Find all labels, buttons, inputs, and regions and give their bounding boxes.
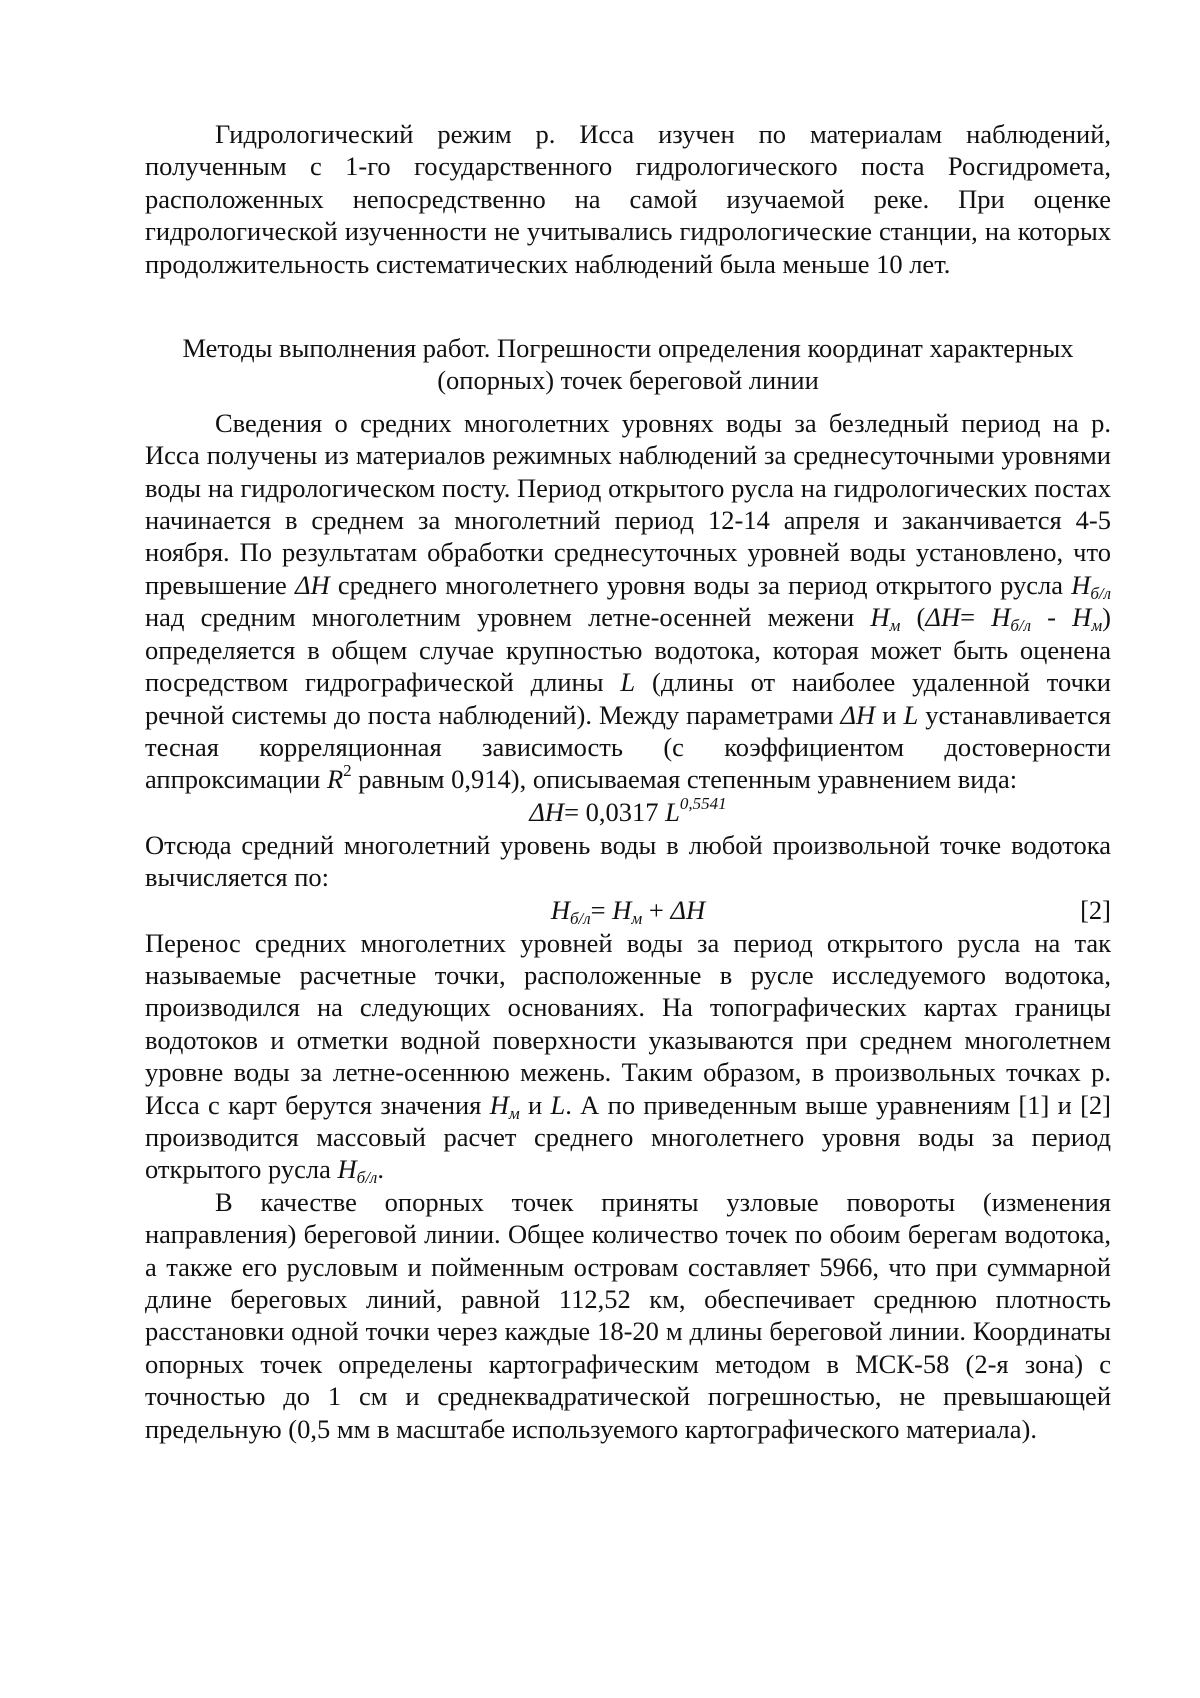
section-heading (145, 332, 1111, 397)
text-run: устанавливается тесная корреляционная зависимость (с коэффициентом достоверности аппроксимации (145, 699, 1111, 795)
subscript-bl: б/л (1010, 616, 1032, 636)
symbol-h: H (1072, 602, 1092, 633)
formula-coefficient: = 0,0317 (564, 796, 666, 827)
text-run: . А по приведенным выше уравнениям [1] и [2] производится массовый расчет среднего многолетнего уровня воды за период открытого русла (145, 1089, 1112, 1185)
text-run: (длины от наиболее удаленной точки речной системы до поста наблюдений). Между параметрами (145, 667, 1111, 730)
text-run: . (377, 1154, 384, 1185)
text-run: Сведения о средних многолетних уровнях воды за безледный период на р. Исса получены из материалов режимных наблюдений за среднесуточными уровнями воды на гидрологическом посту. Период открытого русла на гидрологических постах начинается в среднем за многолетний период 12-14 апреля и заканчивается 4-5 ноября. По результатам обработки среднесуточных уровней воды установлено, что превышение (145, 407, 1111, 600)
formula-power-equation (145, 793, 1111, 829)
equation-number: [2] (1080, 894, 1111, 925)
symbol-h: H (870, 602, 890, 633)
subscript-bl: б/л (1090, 583, 1112, 603)
section-heading-line1: Методы выполнения работ. Погрешности определения координат характерных (182, 333, 1074, 364)
paragraph-hydrology-intro: Гидрологический режим р. Исса изучен по материалам наблюдений, полученным с 1-го государственного гидрологического поста Росгидромета, расположенных непосредственно на самой изучаемой реке. При оценке гидрологической изученности не учитывались гидрологические станции, на которых продолжительность систематических наблюдений была меньше 10 лет. (145, 119, 1111, 279)
text-run: равным 0,914), описываемая степенным уравнением вида: (351, 764, 1018, 795)
text-run: над средним многолетним уровнем летне-осенней межени (145, 602, 871, 633)
subscript-m: м (508, 1103, 520, 1123)
paragraph-reference-points: В качестве опорных точек приняты узловые повороты (изменения направления) береговой линии. Общее количество точек по обоим берегам водотока, а также его русловым и пойменным островам составляет 5966, что при суммарной длине береговых линий, равной 112,52 км, обеспечивает среднюю плотность расстановки одной точки через каждые 18-20 м длины береговой линии. Координаты опорных точек определены картографическим методом в МСК-58 (2-я зона) с точностью до 1 см и среднеквадратической погрешностью, не превышающей предельную (0,5 мм в масштабе используемого картографического материала). (145, 1186, 1111, 1444)
formula-plus: + (642, 894, 671, 925)
symbol-h: H (337, 1154, 357, 1185)
subscript-bl: б/л (356, 1168, 378, 1188)
paragraph-transfer (145, 927, 1111, 1186)
text-run: - (1031, 602, 1073, 633)
section-heading-line2: (опорных) точек береговой линии (437, 365, 819, 396)
text-run: ( (900, 602, 926, 633)
subscript-m: м (889, 616, 901, 636)
formula-h: H (612, 894, 632, 925)
formula-h: H (550, 894, 570, 925)
symbol-l: L (620, 667, 636, 698)
symbol-h: H (991, 602, 1011, 633)
text-run: Перенос средних многолетних уровней воды за период открытого русла на так называемые расчетные точки, расположенные в русле исследуемого водотока, производился на следующих основаниях. На топографических картах границы водотоков и отметки водной поверхности указываются при среднем многолетнем уровне воды за летне-осеннюю межень. Таким образом, в произвольных точках р. Исса с карт берутся значения (145, 927, 1111, 1120)
subscript-m: м (631, 908, 643, 928)
subscript-bl: б/л (569, 908, 591, 928)
paragraph-hence: Отсюда средний многолетний уровень воды в любой произвольной точке водотока вычисляется по: (145, 829, 1111, 893)
text-run: = (960, 602, 992, 633)
paragraph-water-levels (145, 407, 1111, 796)
superscript-2: 2 (343, 761, 352, 781)
text-run: и (519, 1089, 551, 1120)
text-run: и (875, 699, 904, 730)
formula-exponent: 0,5541 (679, 793, 727, 813)
subscript-m: м (1091, 616, 1103, 636)
symbol-delta-h: ΔH (840, 699, 876, 730)
spacer (145, 280, 1111, 332)
formula-equals: = (590, 894, 613, 925)
symbol-h: H (1071, 569, 1091, 600)
formula-lhs: ΔH (529, 796, 565, 827)
symbol-l: L (903, 699, 919, 730)
symbol-delta-h: ΔH (294, 569, 330, 600)
formula-level-sum (145, 894, 1111, 927)
symbol-h: H (489, 1089, 509, 1120)
text-run: ) определяется в общем случае крупностью водотока, которая может быть оценена посредством гидрографической длины (145, 602, 1111, 698)
text-run: среднего многолетнего уровня воды за период открытого русла (329, 569, 1072, 600)
symbol-l: L (550, 1089, 566, 1120)
formula-l: L (665, 796, 680, 827)
formula-delta-h: ΔH (670, 894, 706, 925)
symbol-delta-h: ΔH (925, 602, 961, 633)
symbol-r: R (326, 764, 344, 795)
document-page (145, 118, 1111, 1445)
